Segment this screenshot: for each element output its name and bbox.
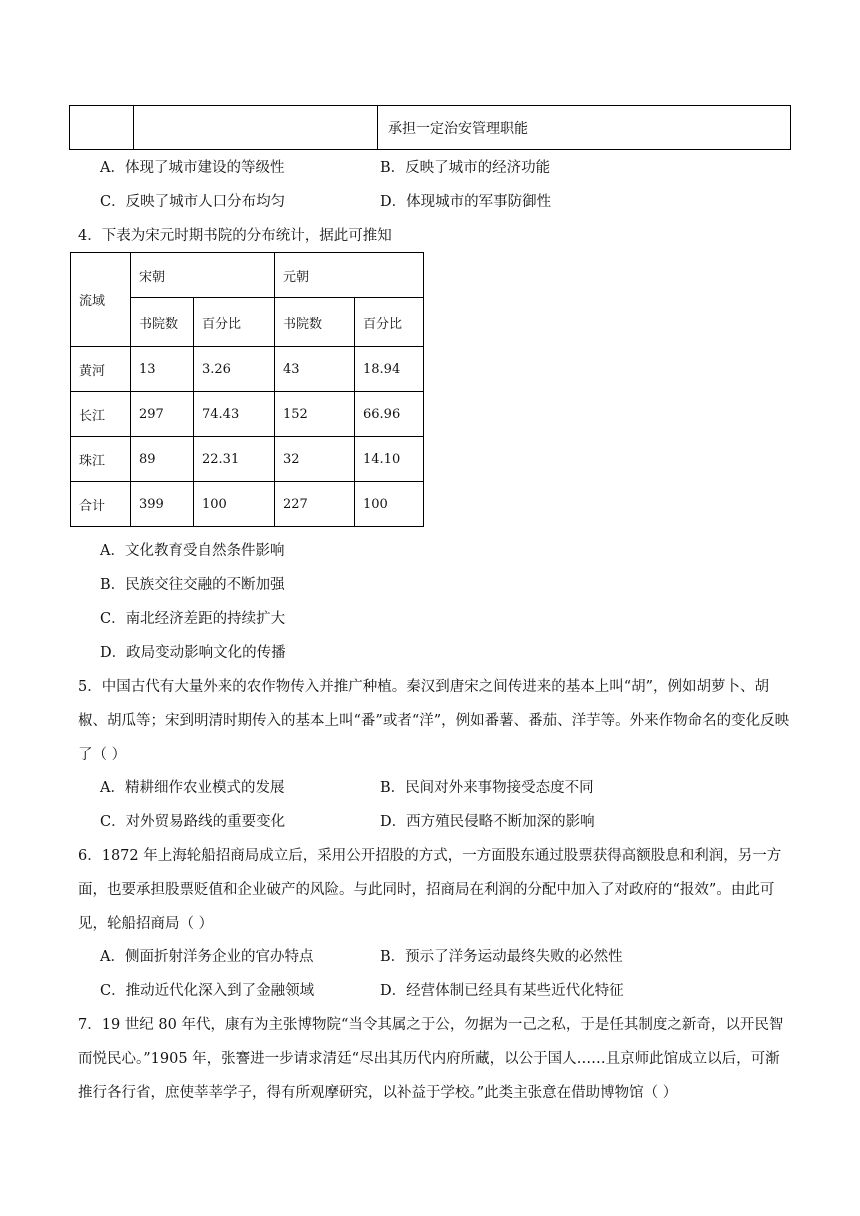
q5-option-b: B．民间对外来事物接受态度不同	[380, 780, 594, 796]
top-table-fragment	[69, 105, 791, 150]
table-cell	[70, 106, 134, 150]
header-yuan-count: 书院数	[275, 298, 355, 347]
table-row	[71, 482, 424, 527]
row-yuan-count: 32	[275, 437, 355, 482]
q6-option-a: A．侧面折射洋务企业的官办特点	[100, 949, 314, 965]
row-yuan-pct: 14.10	[355, 437, 424, 482]
row-yuan-count: 43	[275, 347, 355, 392]
row-yuan-count: 152	[275, 392, 355, 437]
row-yuan-pct: 18.94	[355, 347, 424, 392]
q5-option-a: A．精耕细作农业模式的发展	[100, 780, 285, 796]
q5-option-c: C．对外贸易路线的重要变化	[100, 814, 286, 830]
q6-stem: 6．1872 年上海轮船招商局成立后，采用公开招股的方式，一方面股东通过股票获得高额股息和利润，另一方面，也要承担股票贬值和企业破产的风险。与此同时，招商局在利润的分配中加入了对政府的“报效”。由此可见，轮船招商局（ ）	[78, 848, 782, 932]
row-song-pct: 3.26	[194, 347, 275, 392]
row-song-pct: 74.43	[194, 392, 275, 437]
header-yuan: 元朝	[275, 253, 424, 298]
row-song-count: 13	[131, 347, 194, 392]
q4-option-a: A．文化教育受自然条件影响	[100, 543, 285, 559]
q3-option-c: C．反映了城市人口分布均匀	[100, 194, 286, 210]
header-song-count: 书院数	[131, 298, 194, 347]
q7-stem: 7．19 世纪 80 年代，康有为主张博物院“当令其属之于公，勿据为一己之私，于是任其制度之新奇，以开民智而悦民心。”1905 年，张謇进一步请求清廷“尽出其历代内府所藏，以公于国人……且京师此馆成立以后，可渐推行各行省，庶使莘莘学子，得有所观摩研究，以补益于学校。”此类主张意在借助博物馆（ ）	[78, 1017, 784, 1101]
row-yuan-pct: 100	[355, 482, 424, 527]
q6-option-c: C．推动近代化深入到了金融领域	[100, 983, 315, 999]
q4-option-c: C．南北经济差距的持续扩大	[100, 611, 286, 627]
header-song-pct: 百分比	[194, 298, 275, 347]
q5-stem: 5．中国古代有大量外来的农作物传入并推广种植。秦汉到唐宋之间传进来的基本上叫“胡”，例如胡萝卜、胡椒、胡瓜等；宋到明清时期传入的基本上叫“番”或者“洋”，例如番薯、番茄、洋芋等。外来作物命名的变化反映了（ ）	[78, 679, 790, 763]
row-yuan-count: 227	[275, 482, 355, 527]
q3-option-d: D．体现城市的军事防御性	[380, 194, 552, 210]
row-basin: 珠江	[71, 437, 131, 482]
row-song-count: 89	[131, 437, 194, 482]
row-basin: 长江	[71, 392, 131, 437]
header-song: 宋朝	[131, 253, 275, 298]
row-song-count: 297	[131, 392, 194, 437]
q5-option-d: D．西方殖民侵略不断加深的影响	[380, 814, 595, 830]
q6-option-d: D．经营体制已经具有某些近代化特征	[380, 983, 624, 999]
table-row	[71, 347, 424, 392]
q4-option-b: B．民族交往交融的不断加强	[100, 577, 285, 593]
table-cell	[134, 106, 378, 150]
q6-option-b: B．预示了洋务运动最终失败的必然性	[380, 949, 623, 965]
row-song-pct: 22.31	[194, 437, 275, 482]
table-row	[71, 392, 424, 437]
row-song-pct: 100	[194, 482, 275, 527]
table-cell: 承担一定治安管理职能	[378, 106, 791, 150]
header-basin: 流域	[71, 253, 131, 347]
table-row	[71, 437, 424, 482]
header-yuan-pct: 百分比	[355, 298, 424, 347]
q4-stem: 4．下表为宋元时期书院的分布统计，据此可推知	[78, 228, 392, 244]
q3-option-b: B．反映了城市的经济功能	[380, 160, 551, 176]
row-basin: 黄河	[71, 347, 131, 392]
q3-option-a: A．体现了城市建设的等级性	[100, 160, 285, 176]
q4-option-d: D．政局变动影响文化的传播	[100, 645, 286, 661]
row-yuan-pct: 66.96	[355, 392, 424, 437]
academy-distribution-table	[70, 252, 424, 527]
row-basin: 合计	[71, 482, 131, 527]
row-song-count: 399	[131, 482, 194, 527]
